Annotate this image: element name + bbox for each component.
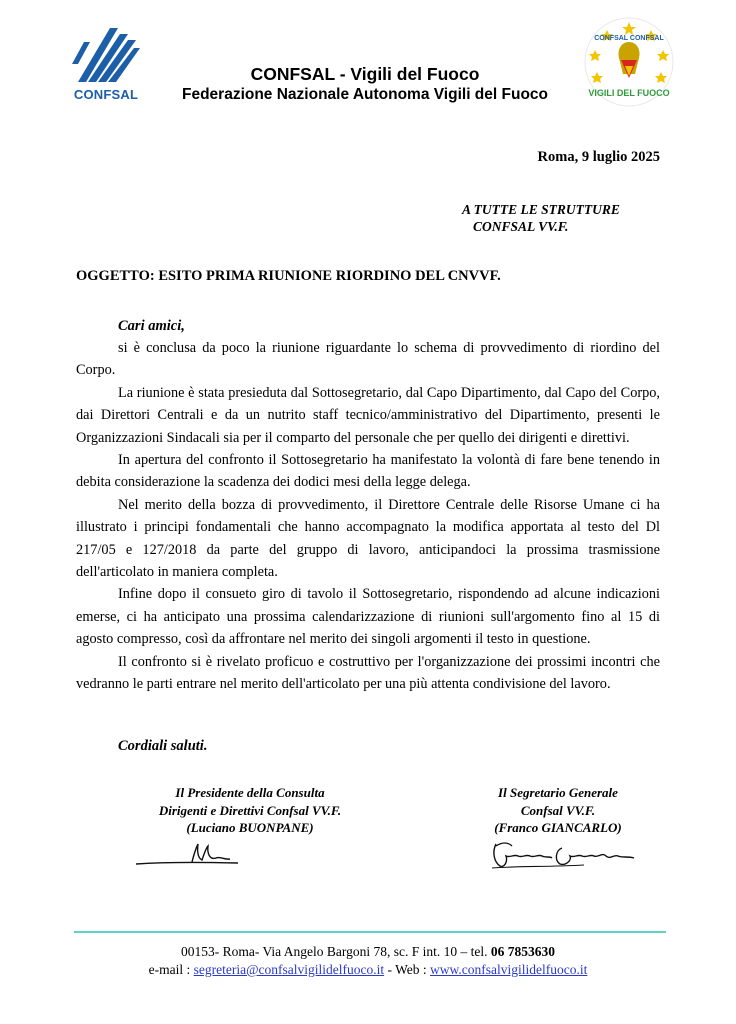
left-signatory-org: Dirigenti e Direttivi Confsal VV.F.: [158, 802, 342, 818]
footer-address: 00153- Roma- Via Angelo Bargoni 78, sc. F int. 10 – tel.: [180, 944, 488, 959]
recipient-line-2: CONFSAL VV.F.: [473, 219, 569, 234]
left-signatory-name: (Luciano BUONPANE): [186, 820, 314, 836]
right-logo-bottom-text: VIGILI DEL FUOCO: [588, 88, 670, 98]
handwritten-signature-right: [488, 838, 638, 872]
footer-email-label: e-mail :: [148, 962, 191, 977]
right-signatory-org: Confsal VV.F.: [520, 802, 596, 818]
confsal-stripes-icon: [70, 24, 142, 86]
handwritten-signature-left: [134, 840, 244, 870]
footer-address-line: [0, 944, 736, 960]
right-logo-top-text: CONFSAL CONFSAL: [594, 35, 664, 42]
left-signatory: [110, 784, 390, 837]
confsal-logo: [70, 24, 150, 106]
letter-closing: Cordiali saluti.: [118, 738, 208, 754]
recipient-line-1: A TUTTE LE STRUTTURE: [462, 202, 620, 217]
body-paragraph: si è conclusa da poco la riunione riguardante lo schema di provvedimento di riordino del Corpo.: [76, 340, 660, 379]
letter-date: Roma, 9 luglio 2025: [537, 149, 660, 165]
footer-web-label: - Web :: [387, 962, 427, 977]
body-paragraph: In apertura del confronto il Sottosegretario ha manifestato la volontà di fare bene tenendo in debita considerazione la scadenza dei dodici mesi della legge delega.: [76, 452, 660, 491]
letterhead-title: CONFSAL - Vigili del Fuoco: [250, 64, 480, 84]
body-paragraph: Infine dopo il consueto giro di tavolo il Sottosegretario, rispondendo ad alcune indicazioni emerse, ci ha anticipato una prossima calendarizzazione di riunioni sull'argomento fino al 15 di agosto compresso, così da affrontare nel merito dei singoli argomenti il testo in questione.: [76, 586, 660, 648]
confsal-logo-text: CONFSAL: [73, 87, 139, 102]
letter-greeting: Cari amici,: [118, 318, 185, 334]
body-paragraph: La riunione è stata presieduta dal Sottosegretario, dal Capo Dipartimento, dal Capo del Corpo, dai Direttori Centrali e da un nutrito staff tecnico/amministrativo del Dipartimento, presenti le Organizzazioni Sindacali sia per il comparto del personale che per quello dei dirigenti e direttivi.: [76, 384, 660, 446]
letterhead-subtitle: Federazione Nazionale Autonoma Vigili del Fuoco: [181, 86, 549, 103]
right-signatory-name: (Franco GIANCARLO): [494, 820, 622, 836]
right-signatory-role: Il Segretario Generale: [498, 785, 618, 800]
body-paragraph: Il confronto si è rivelato proficuo e costruttivo per l'organizzazione dei prossimi incontri che vedranno le parti entrare nel merito dell'articolato per una più attenta condivisione del lavoro.: [76, 653, 660, 693]
left-signatory-role: Il Presidente della Consulta: [175, 785, 325, 800]
footer-divider: [74, 931, 666, 933]
body-paragraph: Nel merito della bozza di provvedimento, il Direttore Centrale delle Risorse Umane ci ha illustrato i principi fondamentali che hanno accompagnato la modifica apportata al testo del Dl 217/05 e 127/2018 da parte del gruppo di lavoro, anticipandoci la prossima trasmissione dell'articolato in maniera completa.: [76, 496, 660, 581]
footer-email-link[interactable]: segreteria@confsalvigilidelfuoco.it: [193, 962, 385, 977]
footer-contact-line: [0, 962, 736, 978]
vigili-del-fuoco-logo: [583, 16, 675, 108]
footer-web-link[interactable]: www.confsalvigilidelfuoco.it: [430, 962, 588, 977]
footer-phone: 06 7853630: [490, 944, 556, 959]
letter-subject: OGGETTO: ESITO PRIMA RIUNIONE RIORDINO DEL CNVVF.: [76, 268, 501, 284]
right-signatory: [470, 784, 646, 837]
letter-body: [76, 337, 660, 696]
